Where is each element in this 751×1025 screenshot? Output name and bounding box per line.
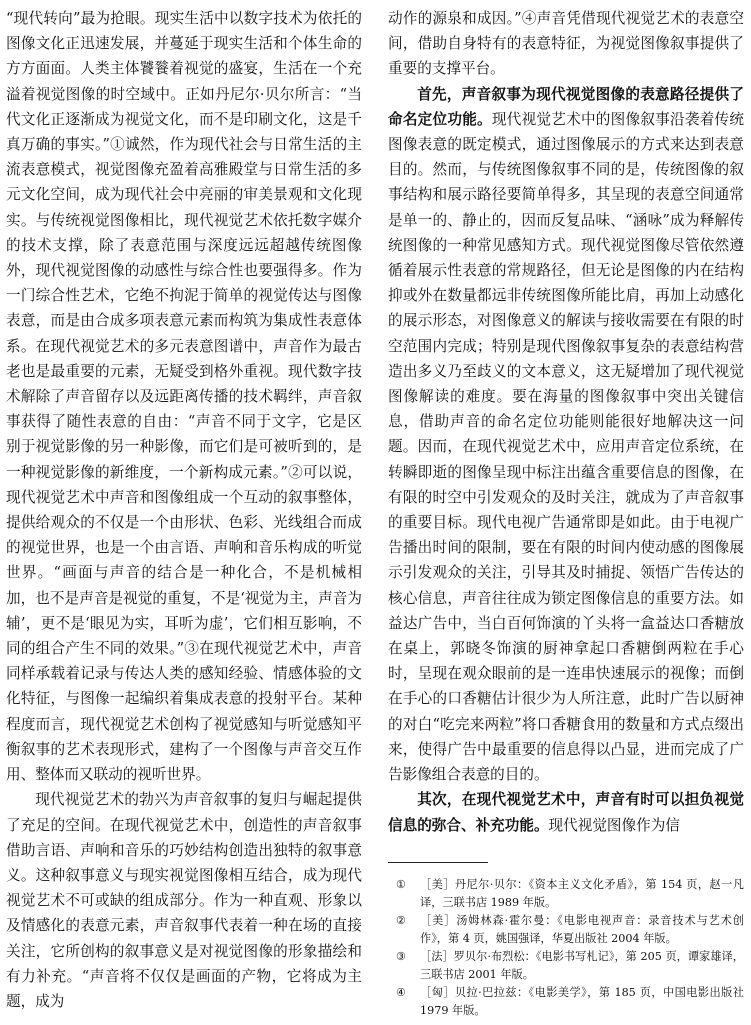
left-column [6,6,362,1014]
body-paragraph [388,82,744,788]
body-paragraph: “现代转向”最为抢眼。现实生活中以数字技术为依托的图像文化正迅速发展，并蔓延于现实生活和个体生命的方方面面。人类主体饕餮着视觉的盛宴，生活在一个充溢着视觉图像的时空域中。正如丹尼尔·贝尔所言：“当代文化正逐渐成为视觉文化，而不是印刷文化，这是千真万确的事实。”①诚然，作为现代社会与日常生活的主流表意模式，视觉图像充盈着高雅殿堂与日常生活的多元文化空间，成为现代社会中亮丽的审美景观和文化现实。与传统视觉图像相比，现代视觉艺术依托数字媒介的技术支撑，除了表意范围与深度远远超越传统图像外，现代视觉图像的动感性与综合性也要强得多。作为一门综合性艺术，它绝不拘泥于简单的视觉传达与图像表意，而是由合成多项表意元素而构筑为集成性表意体系。在现代视觉艺术的多元表意图谱中，声音作为最古老也是最重要的元素，无疑受到格外重视。现代数字技术解除了声音留存以及远距离传播的技术羁绊，声音叙事获得了随性表意的自由：“声音不同于文字，它是区别于视觉影像的另一种影像，而它们是可被听到的，是一种视觉影像的新维度，一个新构成元素。”②可以说，现代视觉艺术中声音和图像组成一个互动的叙事整体，提供给观众的不仅是一个由形状、色彩、光线组合而成的视觉世界，也是一个由言语、声响和音乐构成的听觉世界。“画面与声音的结合是一种化合，不是机械相加，也不是声音是视觉的重复，不是‘视觉为主，声音为辅’，更不是‘眼见为实，耳听为虚’，它们相互影响，不同的组合产生不同的效果。”③在现代视觉艺术中，声音同样承载着记录与传达人类的感知经验、情感体验的文化特征，与图像一起编织着集成表意的投射平台。某种程度而言，现代视觉艺术创构了视觉感知与听觉感知平衡叙事的艺术表现形式，建构了一个图像与声音交互作用、整体而又联动的视听世界。 [6,10,362,784]
paragraph-body: 现代视觉图像作为信 [548,816,680,834]
paragraph-body: 现代视觉艺术中的图像叙事沿袭着传统图像表意的既定模式，通过图像展示的方式来达到表意目的。然而，与传统图像叙事不同的是，传统图像的叙事结构和展示路径要简单得多，其呈现的表意空间通常是单一的、静止的，因而反复品味、“涵咏”成为释解传统图像的一种常见感知方式。现代视觉图像尽管依然遵循着展示性表意的常规路径，但无论是图像的内在结构抑或外在数量都远非传统图像所能比肩，再加上动感化的展示形态，对图像意义的解读与接收需要在有限的时空范围内完成；特别是现代图像叙事复杂的表意结构营造出多义乃至歧义的文本意义，这无疑增加了现代视觉图像解读的难度。要在海量的图像叙事中突出关键信息，借助声音的命名定位功能则能很好地解决这一问题。因而，在现代视觉艺术中，应用声音定位系统，在转瞬即逝的图像呈现中标注出蕴含重要信息的图像，在有限的时空中引发观众的及时关注，就成为了声音叙事的重要目标。现代电视广告通常即是如此。由于电视广告播出时间的限制，要在有限的时间内使动感的图像展示引发观众的关注，引导其及时捕捉、领悟广告传达的核心信息，声音往往成为锁定图像信息的重要方法。如益达广告中，当白百何饰演的丫头将一盒益达口香糖放在桌上，郭晓冬饰演的厨神拿起口香糖倒两粒在手心时，呈现在观众眼前的是一连串快速展示的视像；而倒在手心的口香糖估计很少为人所注意，此时广告以厨神的对白“吃完来两粒”将口香糖食用的数量和方式点缀出来，使得广告中最重要的信息得以凸显，进而完成了广告影像组合表意的目的。 [388,110,744,784]
footnote-number: ③ [396,950,407,963]
footnote-text: ［美］丹尼尔·贝尔：《资本主义文化矛盾》，第 154 页，赵一凡译，三联书店 1989 年版。 [420,878,744,909]
footnote-number: ② [396,914,407,927]
footnote [392,912,744,947]
footnote-text: ［匈］贝拉·巴拉兹：《电影美学》，第 185 页，中国电影出版社 1979 年版。 [420,986,744,1017]
body-paragraph: 动作的源泉和成因。”④声音凭借现代视觉艺术的表意空间，借助自身特有的表意特征，为视觉图像叙事提供了重要的支撑平台。 [388,10,744,78]
footnote-text: ［美］汤姆林森·霍尔曼：《电影电视声音：录音技术与艺术创作》，第 4 页，姚国强译，华夏出版社 2004 年版。 [420,914,744,945]
section-lead-second: 其次，在现代视觉艺术中，声音有时可以担负视觉信息的弥合、补充功能。 [388,791,744,834]
footnote [392,876,744,911]
footnote [392,948,744,983]
right-column [388,6,744,838]
footnote [392,984,744,1019]
footnotes [392,876,744,1020]
body-paragraph [388,787,744,837]
section-lead-first: 首先，声音叙事为现代视觉图像的表意路径提供了命名定位功能。 [388,85,744,128]
footnote-text: ［法］罗贝尔·布烈松：《电影书写札记》，第 205 页，谭家雄译，三联书店 2001 年版。 [420,950,744,981]
footnote-number: ① [396,878,407,891]
footnote-number: ④ [396,986,407,999]
body-paragraph: 现代视觉艺术的勃兴为声音叙事的复归与崛起提供了充足的空间。在现代视觉艺术中，创造性的声音叙事借助言语、声响和音乐的巧妙结构创造出独特的叙事意义。这种叙事意义与现实视觉图像相互结合，成为现代视觉艺术不可或缺的组成部分。作为一种直观、形象以及情感化的表意元素，声音叙事代表着一种在场的直接关注，它所创构的叙事意义是对视觉图像的形象描绘和有力补充。“声音将不仅仅是画面的产物，它将成为主题，成为 [6,791,362,1010]
footnote-divider [388,862,488,863]
